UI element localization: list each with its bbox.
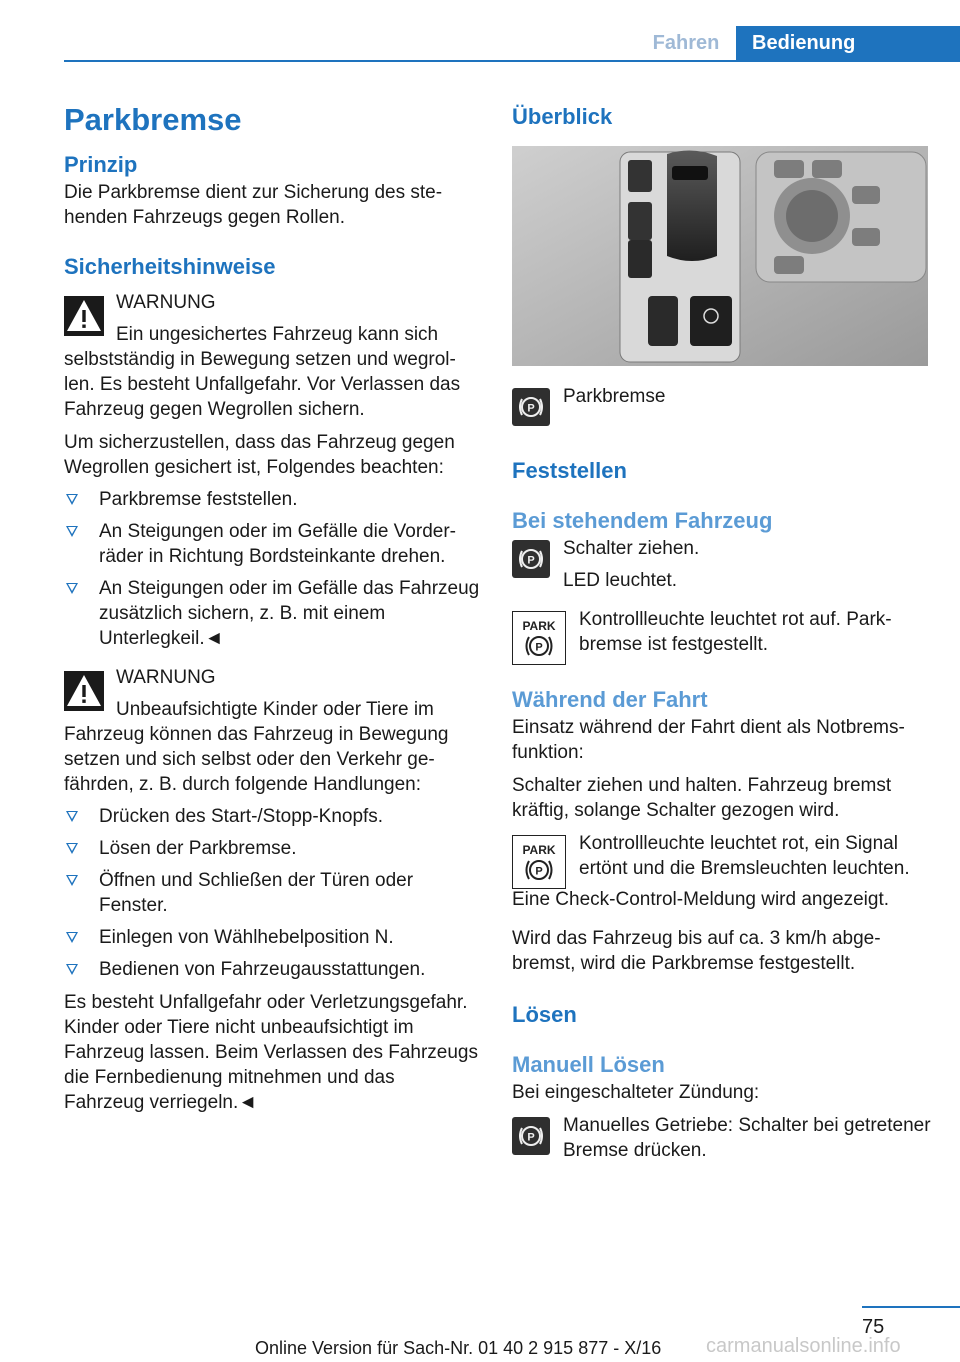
park-indicator-icon [512, 835, 566, 889]
park-indicator-icon [512, 611, 566, 665]
svg-text:PARK: PARK [522, 843, 556, 857]
warning-label: WARNUNG [116, 292, 216, 313]
online-version-note: Online Version für Sach-Nr. 01 40 2 915 877 - X/16 [255, 1338, 662, 1358]
svg-text:PARK: PARK [522, 619, 556, 633]
list-item: An Steigungen oder im Gefälle die Vorderräder in Richtung Bordsteinkante drehen. [64, 519, 480, 569]
manuell-text-1: Bei eingeschalteter Zündung: [512, 1082, 760, 1103]
fahrt-text-2: Schalter ziehen und halten. Fahrzeug bremst kräftig, solange Schalter gezogen wird. [512, 775, 892, 821]
bullet-triangle-icon [66, 932, 78, 943]
heading-waehrend-der-fahrt: Während der Fahrt [512, 687, 708, 712]
fahrt-indicator-text: Kontrollleuchte leuchtet rot, ein Signal ertönt und die Bremsleuchten leuchten. [579, 833, 910, 879]
list-item: Parkbremse feststellen. [64, 487, 480, 512]
list-item: An Steigungen oder im Gefälle das Fahrzeug zusätzlich sichern, z. B. mit einem Unterlegkeil.◄ [64, 576, 480, 651]
section-tab-fahren: Fahren [652, 32, 720, 54]
heading-manuell-loesen: Manuell Lösen [512, 1052, 665, 1077]
warning-block-2 [64, 665, 480, 722]
warning-label: WARNUNG [116, 667, 216, 688]
warning-list-1 [64, 487, 480, 651]
bullet-triangle-icon [66, 494, 78, 505]
caption-text: Parkbremse [563, 386, 666, 407]
list-item: Einlegen von Wählhebelposition N. [64, 925, 480, 950]
list-item: Lösen der Parkbremse. [64, 836, 480, 861]
warning-lead-1 [116, 322, 480, 347]
warning-list-2 [64, 804, 480, 982]
page-title: Parkbremse [64, 102, 242, 137]
warning-text-2: Unbeaufsichtigte Kinder oder Tiere im Fahrzeug können das Fahrzeug in Bewegung setzen und sich selbst oder den Verkehr gefährden, z. B. durch folgende Handlungen: [64, 699, 449, 795]
manuell-text-2: Manuelles Getriebe: Schalter bei getretener Bremse drücken. [563, 1115, 931, 1161]
stehend-step [512, 536, 932, 593]
warning-intro-1: Um sicherzustellen, dass das Fahrzeug gegen Wegrollen gesichert ist, Folgendes beachten: [64, 432, 455, 478]
fahrt-indicator [512, 831, 932, 887]
bullet-triangle-icon [66, 875, 78, 886]
stehend-indicator [512, 607, 932, 663]
parking-brake-button-icon [512, 540, 550, 578]
parking-brake-button-icon [512, 388, 550, 426]
list-item: Öffnen und Schließen der Türen oder Fenster. [64, 868, 480, 918]
fahrt-text-4: Wird das Fahrzeug bis auf ca. 3 km/h abgebremst, wird die Parkbremse festgestellt. [512, 928, 881, 974]
svg-text:P: P [535, 865, 543, 878]
watermark: carmanualsonline.info [706, 1335, 901, 1357]
stehend-text-2: LED leuchtet. [563, 570, 678, 591]
left-column [64, 98, 480, 1115]
fahrt-text-3: Eine Check-Control-Meldung wird angezeigt. [512, 889, 890, 910]
header-rule [64, 60, 960, 62]
parking-brake-button-icon [512, 1117, 550, 1155]
right-column [512, 98, 932, 1163]
prinzip-text: Die Parkbremse dient zur Sicherung des stehenden Fahrzeugs gegen Rollen. [64, 182, 443, 228]
section-tab-bedienung: Bedienung [736, 26, 960, 60]
svg-text:P: P [527, 1131, 535, 1144]
heading-loesen: Lösen [512, 1002, 577, 1027]
warning-text-1: Ein ungesichertes Fahrzeug kann sich selbstständig in Bewegung setzen und wegrollen. Es besteht Unfallgefahr. Vor Verlassen das Fahrzeug gegen Wegrollen sichern. [64, 324, 461, 420]
list-item: Bedienen von Fahrzeugausstattungen. [64, 957, 480, 982]
footer-rule [862, 1306, 960, 1308]
warning-triangle-icon [64, 296, 104, 336]
manuell-step [512, 1113, 932, 1163]
stehend-text-1: Schalter ziehen. [563, 538, 700, 559]
stehend-indicator-text: Kontrollleuchte leuchtet rot auf. Parkbremse ist festgestellt. [579, 609, 892, 655]
heading-feststellen: Feststellen [512, 458, 627, 483]
svg-text:P: P [527, 402, 535, 415]
svg-text:P: P [527, 554, 535, 567]
svg-text:P: P [535, 641, 543, 654]
warning-outro-2: Es besteht Unfallgefahr oder Verletzungsgefahr. Kinder oder Tiere nicht unbeaufsichtigt im Fahrzeug lassen. Beim Verlassen des Fahrzeugs die Fernbedienung mitnehmen und das Fahrzeug verriegeln.◄ [64, 992, 478, 1113]
list-item: Drücken des Start-/Stopp-Knopfs. [64, 804, 480, 829]
page-number: 75 [862, 1316, 885, 1338]
bullet-triangle-icon [66, 843, 78, 854]
bullet-triangle-icon [66, 526, 78, 537]
bullet-triangle-icon [66, 583, 78, 594]
heading-sicherheitshinweise: Sicherheitshinweise [64, 254, 276, 279]
fahrt-text-1: Einsatz während der Fahrt dient als Notbremsfunktion: [512, 717, 905, 763]
heading-bei-stehendem-fahrzeug: Bei stehendem Fahrzeug [512, 508, 773, 533]
warning-block-1 [64, 290, 480, 347]
warning-triangle-icon [64, 671, 104, 711]
caption-parkbremse [512, 384, 932, 424]
heading-prinzip: Prinzip [64, 152, 138, 177]
bullet-triangle-icon [66, 964, 78, 975]
center-console-photo [512, 146, 928, 366]
bullet-triangle-icon [66, 811, 78, 822]
heading-ueberblick: Überblick [512, 104, 613, 129]
